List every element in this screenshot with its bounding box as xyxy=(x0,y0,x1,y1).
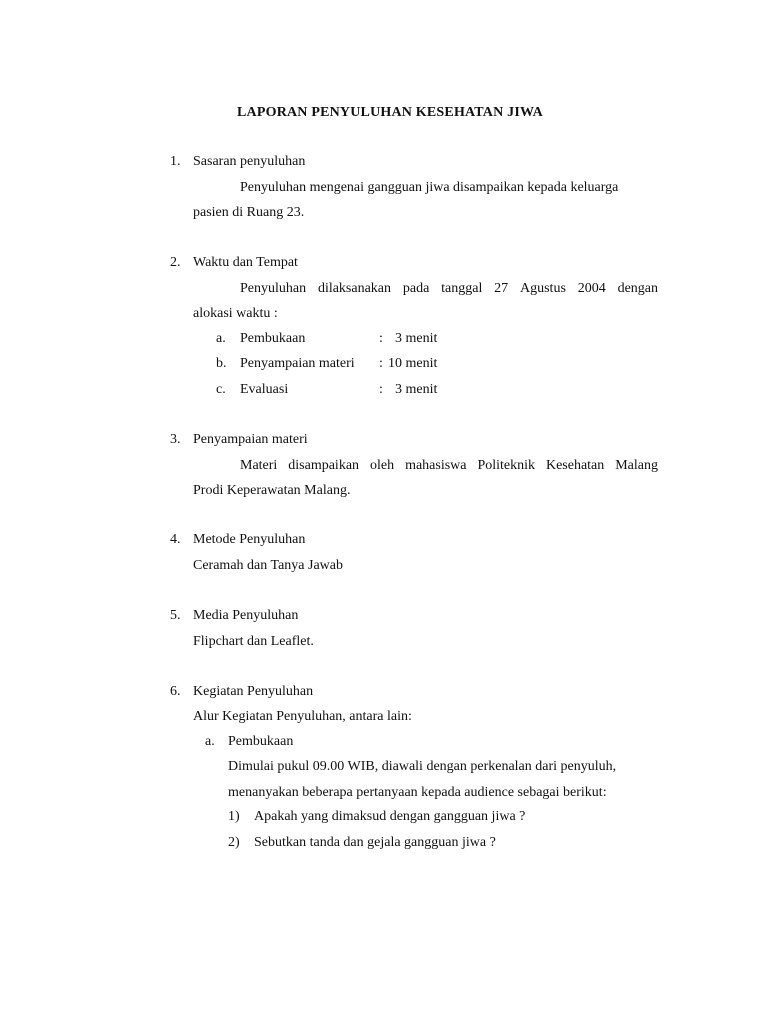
word: Kesehatan xyxy=(545,458,605,473)
subsection-heading: Pembukaan xyxy=(228,734,294,749)
subsection-text-line-1: Dimulai pukul 09.00 WIB, diawali dengan perkenalan dari penyuluh, xyxy=(228,759,617,774)
section-5-heading: Media Penyuluhan xyxy=(193,608,299,623)
section-6-number: 6. xyxy=(170,684,181,699)
word: Malang xyxy=(615,458,658,473)
question-text: Apakah yang dimaksud dengan gangguan jiwa ? xyxy=(254,809,526,824)
word: Politeknik xyxy=(477,458,536,473)
section-3-number: 3. xyxy=(170,432,181,447)
list-item-letter: b. xyxy=(216,356,227,371)
list-item-letter: a. xyxy=(216,331,226,346)
list-item-value: 3 menit xyxy=(395,382,438,397)
word: mahasiswa xyxy=(405,458,467,473)
section-3-text-line-2: Prodi Keperawatan Malang. xyxy=(193,483,351,498)
word: tanggal xyxy=(441,281,483,296)
section-1-heading: Sasaran penyuluhan xyxy=(193,154,306,169)
list-item-value: 3 menit xyxy=(395,331,438,346)
section-4-number: 4. xyxy=(170,532,181,547)
list-item-label: Penyampaian materi xyxy=(240,356,355,371)
list-item-letter: c. xyxy=(216,382,226,397)
section-1-number: 1. xyxy=(170,154,181,169)
word: Penyuluhan xyxy=(240,281,307,296)
word: Agustus xyxy=(520,281,566,296)
list-item-label: Evaluasi xyxy=(240,382,289,397)
section-2-text-line-2: alokasi waktu : xyxy=(193,306,278,321)
section-1-text-line-1: Penyuluhan mengenai gangguan jiwa disampaikan kepada keluarga xyxy=(240,180,619,195)
list-item-value: 10 menit xyxy=(388,356,438,371)
word: Materi xyxy=(240,458,278,473)
question-number: 1) xyxy=(228,809,240,824)
subsection-letter: a. xyxy=(205,734,215,749)
section-6-intro: Alur Kegiatan Penyuluhan, antara lain: xyxy=(193,709,412,724)
list-item-label: Pembukaan xyxy=(240,331,306,346)
page-title: LAPORAN PENYULUHAN KESEHATAN JIWA xyxy=(237,105,543,120)
list-item-separator: : xyxy=(379,331,383,346)
section-5-text: Flipchart dan Leaflet. xyxy=(193,634,314,649)
section-3-heading: Penyampaian materi xyxy=(193,432,308,447)
word: pada xyxy=(402,281,430,296)
word: oleh xyxy=(370,458,395,473)
word: 27 xyxy=(494,281,509,296)
section-2-number: 2. xyxy=(170,255,181,270)
section-2-text-line-1 xyxy=(240,280,658,298)
list-item-separator: : xyxy=(379,382,383,397)
section-3-text-line-1 xyxy=(240,457,658,475)
section-2-heading: Waktu dan Tempat xyxy=(193,255,298,270)
section-6-heading: Kegiatan Penyuluhan xyxy=(193,684,314,699)
section-5-number: 5. xyxy=(170,608,181,623)
word: dengan xyxy=(617,281,658,296)
section-4-heading: Metode Penyuluhan xyxy=(193,532,306,547)
word: disampaikan xyxy=(288,458,360,473)
section-1-text-line-2: pasien di Ruang 23. xyxy=(193,205,305,220)
list-item-separator: : xyxy=(379,356,383,371)
word: 2004 xyxy=(577,281,606,296)
subsection-text-line-2: menanyakan beberapa pertanyaan kepada audience sebagai berikut: xyxy=(228,785,607,800)
section-4-text: Ceramah dan Tanya Jawab xyxy=(193,558,343,573)
question-text: Sebutkan tanda dan gejala gangguan jiwa ? xyxy=(254,835,496,850)
question-number: 2) xyxy=(228,835,240,850)
word: dilaksanakan xyxy=(317,281,392,296)
